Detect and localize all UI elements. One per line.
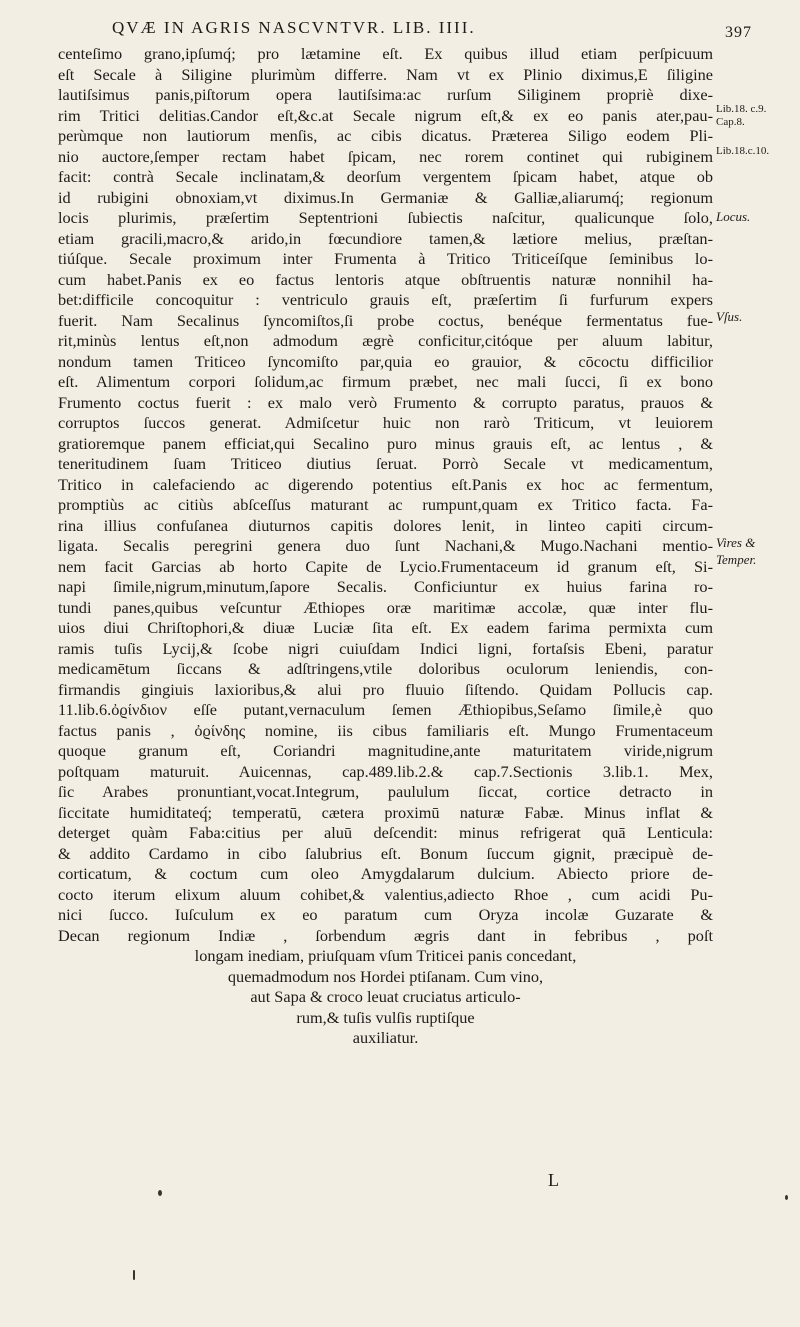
text-line: rim Tritici delitias.Candor eſt,&c.at Secale nigrum eſt,& ex eo panis ater,pau- bbox=[58, 105, 713, 125]
text-line: corruptos ſuccos generat. Admiſcetur huic non rarò Triticum, vt leuiorem bbox=[58, 413, 713, 432]
main-text-block bbox=[58, 44, 713, 1049]
text-line: firmandis gingiuis laxioribus,& alui pro fluuio ſiſtendo. Quidam Pollucis cap. bbox=[58, 679, 713, 699]
text-line: eſt. Alimentum corpori ſolidum,ac firmum præbet, nec mali ſucci, ſi ex bono bbox=[58, 372, 713, 391]
text-line: promptiùs ac citiùs abſceſſus maturant ac rumpunt,quam ex Tritico facta. Fa- bbox=[58, 495, 713, 514]
margin-note-vsus: Vſus. bbox=[716, 309, 743, 324]
text-line: lautiſsimus panis,piſtorum opera lautiſsima:ac rurſum Siliginem propriè dixe- bbox=[58, 85, 713, 104]
margin-note-cap8: Cap.8. bbox=[716, 116, 745, 128]
text-line: & addito Cardamo in cibo ſalubrius eſt. Bonum ſuccum gignit, præcipuè de- bbox=[58, 843, 713, 863]
text-line: cocto iterum elixum aluum cohibet,& valentius,adiecto Rhoe , cum acidi Pu- bbox=[58, 884, 713, 904]
text-line: teneritudinem ſuam Triticeo diutius ſeruat. Porrò Secale vt medicamentum, bbox=[58, 454, 713, 473]
text-line: centeſimo grano,ipſumq́; pro lætamine eſt. Ex quibus illud etiam perſpicuum bbox=[58, 44, 713, 63]
text-line: ſiccitate humiditateq́; temperatū, cætera proximū naturæ Fabæ. Minus inflat & bbox=[58, 802, 713, 822]
text-line: eſt Secale à Siligine plurimùm differre. Nam vt ex Plinio diximus,E ſiligine bbox=[58, 64, 713, 84]
text-line: Frumento coctus fuerit : ex malo verò Frumento & corrupto paratus, prauos & bbox=[58, 392, 713, 412]
text-line: tiúſque. Secale proximum inter Frumenta à Tritico Triticeíſque ſeminibus lo- bbox=[58, 249, 713, 268]
text-line: cum habet.Panis ex eo factus lentoris atque obſtruentis naturæ nonnihil ha- bbox=[58, 269, 713, 289]
text-line: ſic Arabes pronuntiant,vocat.Integrum, paululum ſiccat, cortice detracto in bbox=[58, 782, 713, 801]
text-line: tundi panes,quibus veſcuntur Æthiopes oræ maritimæ accolæ, quæ inter flu- bbox=[58, 597, 713, 617]
ink-spot bbox=[158, 1190, 162, 1196]
text-line: bet:difficile concoquitur : ventriculo grauis eſt, præſertim ſi furfurum expers bbox=[58, 290, 713, 309]
text-line: locis plurimis, præſertim Septentrioni ſubiectis naſcitur, qualicunque ſolo, bbox=[58, 208, 713, 227]
text-line: Tritico in calefaciendo ac digerendo potentius eſt.Panis ex hoc ac fermentum, bbox=[58, 474, 713, 494]
text-line: poſtquam maturuit. Auicennas, cap.489.lib.2.& cap.7.Sectionis 3.lib.1. Mex, bbox=[58, 761, 713, 781]
text-line: quoque granum eſt, Coriandri magnitudine,ante maturitatem viride,nigrum bbox=[58, 741, 713, 760]
text-line: rit,minùs lentus eſt,non admodum ægrè conficitur,citóque per aluum labitur, bbox=[58, 331, 713, 350]
text-line: id rubigini obnoxiam,vt diximus.In Germaniæ & Galliæ,aliarumq́; regionum bbox=[58, 187, 713, 207]
text-line: napi ſimile,nigrum,minutum,ſapore Secalis. Conficiuntur ex huius farina ro- bbox=[58, 577, 713, 596]
text-line: longam inediam, priuſquam vſum Triticei panis concedant, bbox=[194, 946, 577, 965]
text-line: deterget quàm Faba:citius per aluū deſcendit: minus refrigerat quā Lenticula: bbox=[58, 823, 713, 842]
text-line: ramis tuſis Lycij,& ſcobe nigri cuiuſdam Indici ligni, fortaſsis Ebeni, paratur bbox=[58, 638, 713, 658]
margin-note-lib18-c10: Lib.18.c.10. bbox=[716, 145, 770, 157]
margin-note-temper: Temper. bbox=[716, 552, 757, 567]
text-line: corticatum, & coctum cum oleo Amygdalarum dulcium. Abiecto priore de- bbox=[58, 864, 713, 883]
text-line: medicamētum ſiccans & adſtringens,vtile doloribus oculorum leniendis, con- bbox=[58, 659, 713, 678]
text-line: fuerit. Nam Secalinus ſyncomiſtos,ſi probe coctus, benéque fermentatus fue- bbox=[58, 310, 713, 330]
running-title: QVÆ IN AGRIS NASCVNTVR. LIB. IIII. bbox=[112, 18, 476, 37]
text-line: Decan regionum Indiæ , ſorbendum ægris dant in febribus , poſt bbox=[58, 925, 713, 945]
page-number: 397 bbox=[725, 24, 752, 41]
text-line: aut Sapa & croco leuat cruciatus articulo- bbox=[250, 987, 521, 1006]
text-line: auxiliatur. bbox=[352, 1028, 419, 1047]
text-line: etiam gracili,macro,& arido,in fœcundiore tamen,& lætiore melius, præſtan- bbox=[58, 228, 713, 248]
text-line: gratioremque panem efficiat,qui Secalino puro minus grauis eſt, ac lentus , & bbox=[58, 433, 713, 453]
text-line: perùmque non lautiorum menſis, ac cibis dicatus. Præterea Siligo eodem Pli- bbox=[58, 126, 713, 145]
text-line: 11.lib.6.ὀϱίνδιον eſſe putant,vernaculum ſemen Æthiopibus,Seſamo ſimile,è quo bbox=[58, 700, 713, 719]
ink-spot bbox=[133, 1270, 135, 1280]
text-line: rina illius confuſanea diuturnos capitis dolores lenit, in linteo capiti circum- bbox=[58, 515, 713, 535]
running-header bbox=[112, 14, 752, 40]
ink-spot bbox=[785, 1195, 788, 1200]
text-line: nio auctore,ſemper rectam habet ſpicam, nec rorem continet qui rubiginem bbox=[58, 146, 713, 166]
text-line: nondum tamen Triticeo ſyncomiſto par,quia eo grauior, & cōcoctu difficilior bbox=[58, 351, 713, 371]
text-line: ligata. Secalis peregrini genera duo ſunt Nachani,& Mugo.Nachani mentio- bbox=[58, 536, 713, 555]
margin-note-vires: Vires & bbox=[716, 535, 756, 550]
margin-note-locus: Locus. bbox=[716, 209, 751, 224]
margin-note-lib18-c9: Lib.18. c.9. bbox=[716, 103, 767, 115]
text-line: nici ſucco. Iuſculum ex eo paratum cum Oryza incolæ Guzarate & bbox=[58, 905, 713, 924]
text-line: factus panis , ὀϱίνδης nomine, iis cibus familiaris eſt. Mungo Frumentaceum bbox=[58, 720, 713, 740]
text-line: facit: contrà Secale inclinatam,& deorſum vergentem ſpicam habet, atque ob bbox=[58, 167, 713, 186]
text-line: quemadmodum nos Hordei ptiſanam. Cum vino, bbox=[227, 966, 544, 986]
text-line: nem facit Garcias ab horto Capite de Lycio.Frumentaceum id granum eſt, Si- bbox=[58, 556, 713, 576]
text-line: rum,& tuſis vulſis ruptiſque bbox=[296, 1007, 475, 1027]
text-line: uios diui Chriſtophori,& diuæ Luciæ ſita eſt. Ex eadem farima permixta cum bbox=[58, 618, 713, 637]
signature-mark: L bbox=[548, 1170, 559, 1190]
